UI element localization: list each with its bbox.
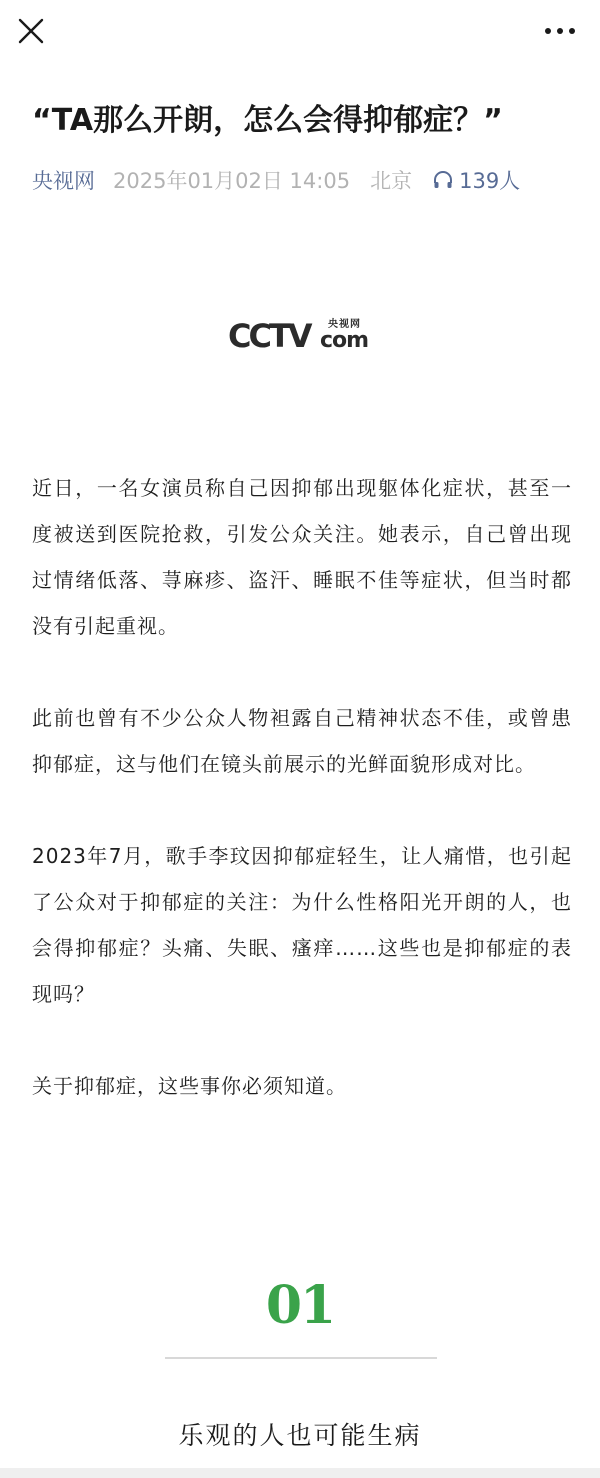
source-link[interactable]: 央视网: [32, 169, 95, 193]
publish-datetime: 2025年01月02日 14:05: [113, 169, 351, 193]
paragraph: 关于抑郁症，这些事你必须知道。: [32, 1074, 347, 1098]
logo-cn-text: 央视网: [328, 319, 361, 330]
cctv-logo: [228, 315, 372, 355]
paragraph: 此前也曾有不少公众人物袒露自己精神状态不佳，或曾患抑郁症，这与他们在镜头前展示的光鲜面貌形成对比。: [32, 706, 572, 776]
paragraph: 近日，一名女演员称自己因抑郁出现躯体化症状，甚至一度被送到医院抢救，引发公众关注。她表示，自己曾出现过情绪低落、荨麻疹、盗汗、睡眠不佳等症状，但当时都没有引起重视。: [32, 476, 572, 638]
more-options-button[interactable]: [540, 16, 580, 46]
logo-main-text: CCTV: [228, 317, 310, 355]
paragraph: 2023年7月，歌手李玟因抑郁症轻生，让人痛惜，也引起了公众对于抑郁症的关注：为什么性格阳光开朗的人，也会得抑郁症？头痛、失眠、瘙痒……这些也是抑郁症的表现吗？: [32, 844, 572, 1006]
publish-location: 北京: [370, 169, 413, 193]
article-body: [32, 465, 572, 1155]
listen-count: 139人: [459, 169, 521, 193]
section-number: 01: [265, 1275, 335, 1336]
article-meta: [32, 165, 520, 195]
section-title: 乐观的人也可能生病: [178, 1421, 422, 1450]
headphones-icon: [432, 169, 454, 191]
article-title: “TA那么开朗，怎么会得抑郁症？”: [32, 103, 503, 138]
close-button[interactable]: [14, 14, 48, 48]
listen-button[interactable]: [432, 165, 520, 195]
more-icon: [540, 16, 580, 46]
section-divider: [165, 1357, 437, 1359]
close-icon: [14, 14, 48, 48]
bottom-edge: [0, 1468, 600, 1478]
top-bar: [0, 0, 600, 64]
logo-com-text: com: [320, 328, 369, 353]
